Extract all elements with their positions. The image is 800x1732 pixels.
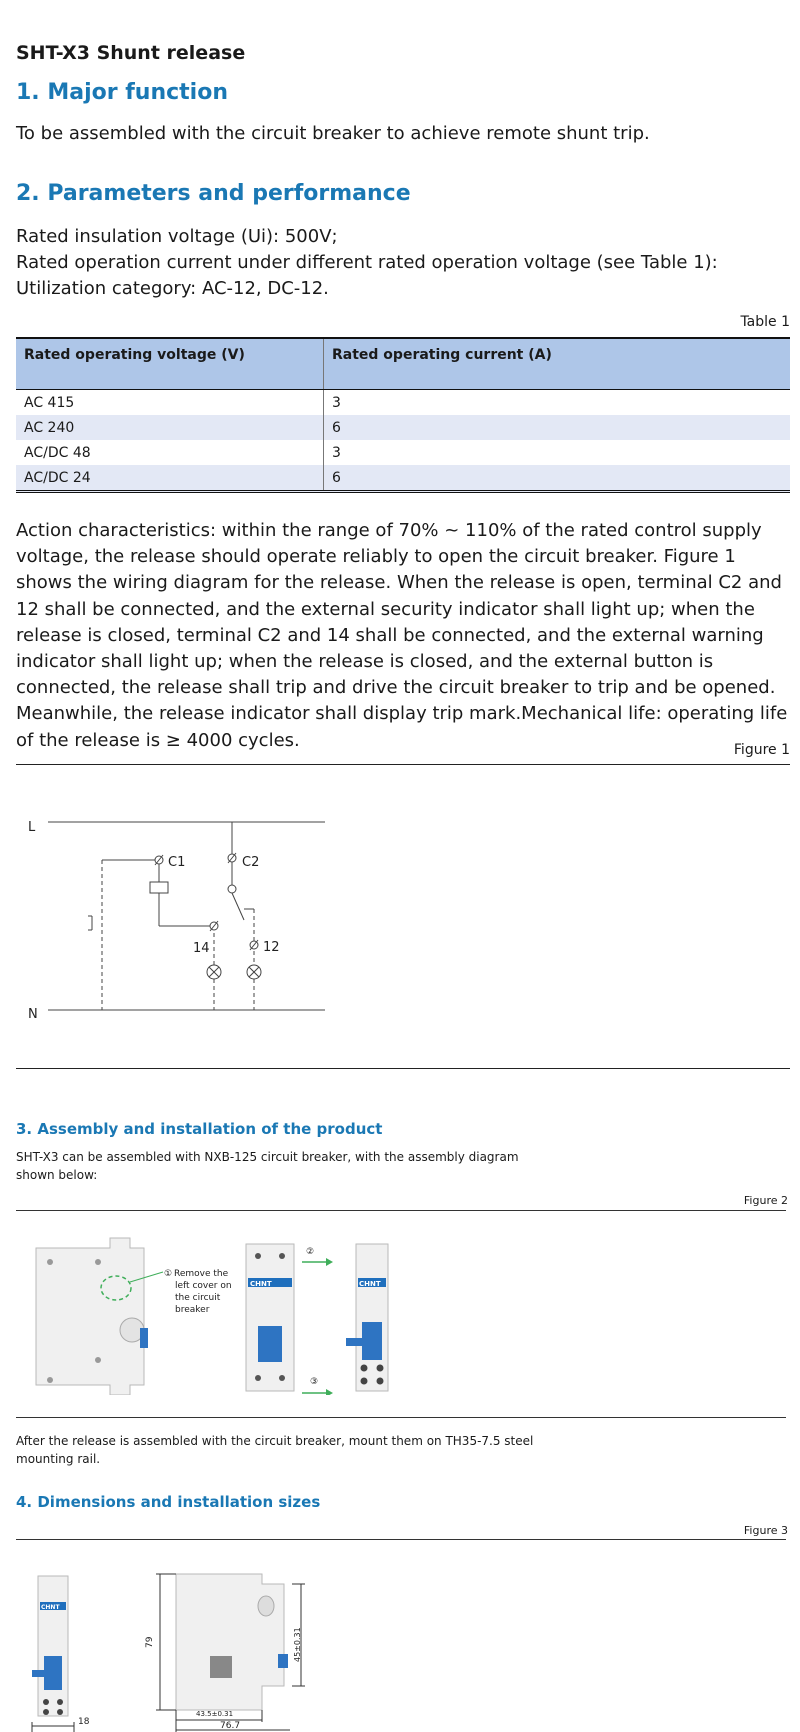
table-row [16,415,790,440]
figure-1-bottom-rule [16,1068,790,1069]
table-cell-voltage: AC/DC 24 [16,465,324,492]
step-1-number: ① [164,1269,173,1279]
param-utilization-category: Utilization category: AC-12, DC-12. [16,278,329,299]
table-cell-voltage: AC/DC 48 [24,444,91,461]
figure-1-top-rule [16,764,790,765]
terminal-label-12: 12 [263,940,280,955]
figure-3-top-rule [16,1539,786,1540]
table-row [16,465,790,492]
table-header-voltage: Rated operating voltage (V) [16,338,324,390]
step-3-number: ③ [310,1377,319,1387]
wiring-diagram [0,770,800,1070]
step-1-line-4: breaker [175,1305,210,1315]
table-1-caption: Table 1 [740,314,790,330]
table-header-current: Rated operating current (A) [324,338,791,390]
table-cell-current: 6 [324,415,791,440]
section-3-heading: 3. Assembly and installation of the product [16,1120,383,1138]
section-1-heading: 1. Major function [16,80,228,105]
section-4-heading: 4. Dimensions and installation sizes [16,1493,321,1511]
wire-label-l: L [28,820,36,835]
section-1-text: To be assembled with the circuit breaker to achieve remote shunt trip. [16,123,650,144]
table-cell-voltage: AC 415 [24,394,75,411]
dim-43-5: 43.5±0.31 [196,1710,234,1718]
figure-2-caption: Figure 2 [743,1194,788,1207]
terminal-label-c2: C2 [242,855,260,870]
rated-current-table [16,337,790,493]
param-insulation-voltage: Rated insulation voltage (Ui): 500V; [16,226,338,247]
release-brand: CHNT [359,1280,381,1288]
section-2-heading: 2. Parameters and performance [16,181,411,206]
figure-2-bottom-rule [16,1417,786,1418]
table-cell-voltage: AC 240 [16,415,324,440]
dimension-diagram [0,1560,800,1732]
section-3-text: SHT-X3 can be assembled with NXB-125 circuit breaker, with the assembly diagram shown below: [16,1150,519,1182]
table-cell-current: 3 [324,390,791,416]
param-operation-current: Rated operation current under different rated operation voltage (see Table 1): [16,252,718,273]
step-1-line-3: the circuit [175,1293,221,1303]
step-1-line-1: Remove the [174,1269,229,1279]
terminal-label-14: 14 [193,941,210,956]
table-cell-current: 3 [324,440,791,465]
figure-2-top-rule [16,1210,786,1211]
table-row [16,390,790,416]
figure-3-caption: Figure 3 [743,1524,788,1537]
dim-release-brand: CHNT [41,1604,60,1611]
action-characteristics-text: Action characteristics: within the range of 70% ~ 110% of the rated control supply voltage, the release should operate reliably to open the circuit breaker. Figure 1 shows the wiring diagram for the release. When the release is open, terminal C2 and 12 shall be connected, and the external security indicator shall light up; when the release is closed, terminal C2 and 14 shall be connected, and the external warning indicator shall light up; when the release is closed, and the external button is connected, the release shall trip and drive the circuit breaker to trip and be opened. Meanwhile, the release indicator shall display trip mark.Mechanical life: operating life of the release is ≥ 4000 cycles. [16,520,788,751]
dim-height: 79 [145,1636,155,1648]
breaker-brand: CHNT [250,1280,272,1288]
step-1-line-2: left cover on [175,1281,232,1291]
terminal-label-c1: C1 [168,855,186,870]
table-row [16,440,790,465]
dim-width: 18 [78,1717,90,1727]
wire-label-n: N [28,1007,38,1022]
dim-76-7: 76.7 [220,1721,241,1731]
table-cell-current: 6 [324,465,791,492]
dim-45: 45±0.31 [293,1627,302,1662]
step-2-number: ② [306,1247,315,1257]
figure-1-caption: Figure 1 [733,742,790,758]
assembly-diagram [0,1220,800,1395]
mounting-text: After the release is assembled with the circuit breaker, mount them on TH35-7.5 steel mounting rail. [16,1434,534,1466]
document-title: SHT-X3 Shunt release [16,42,246,64]
